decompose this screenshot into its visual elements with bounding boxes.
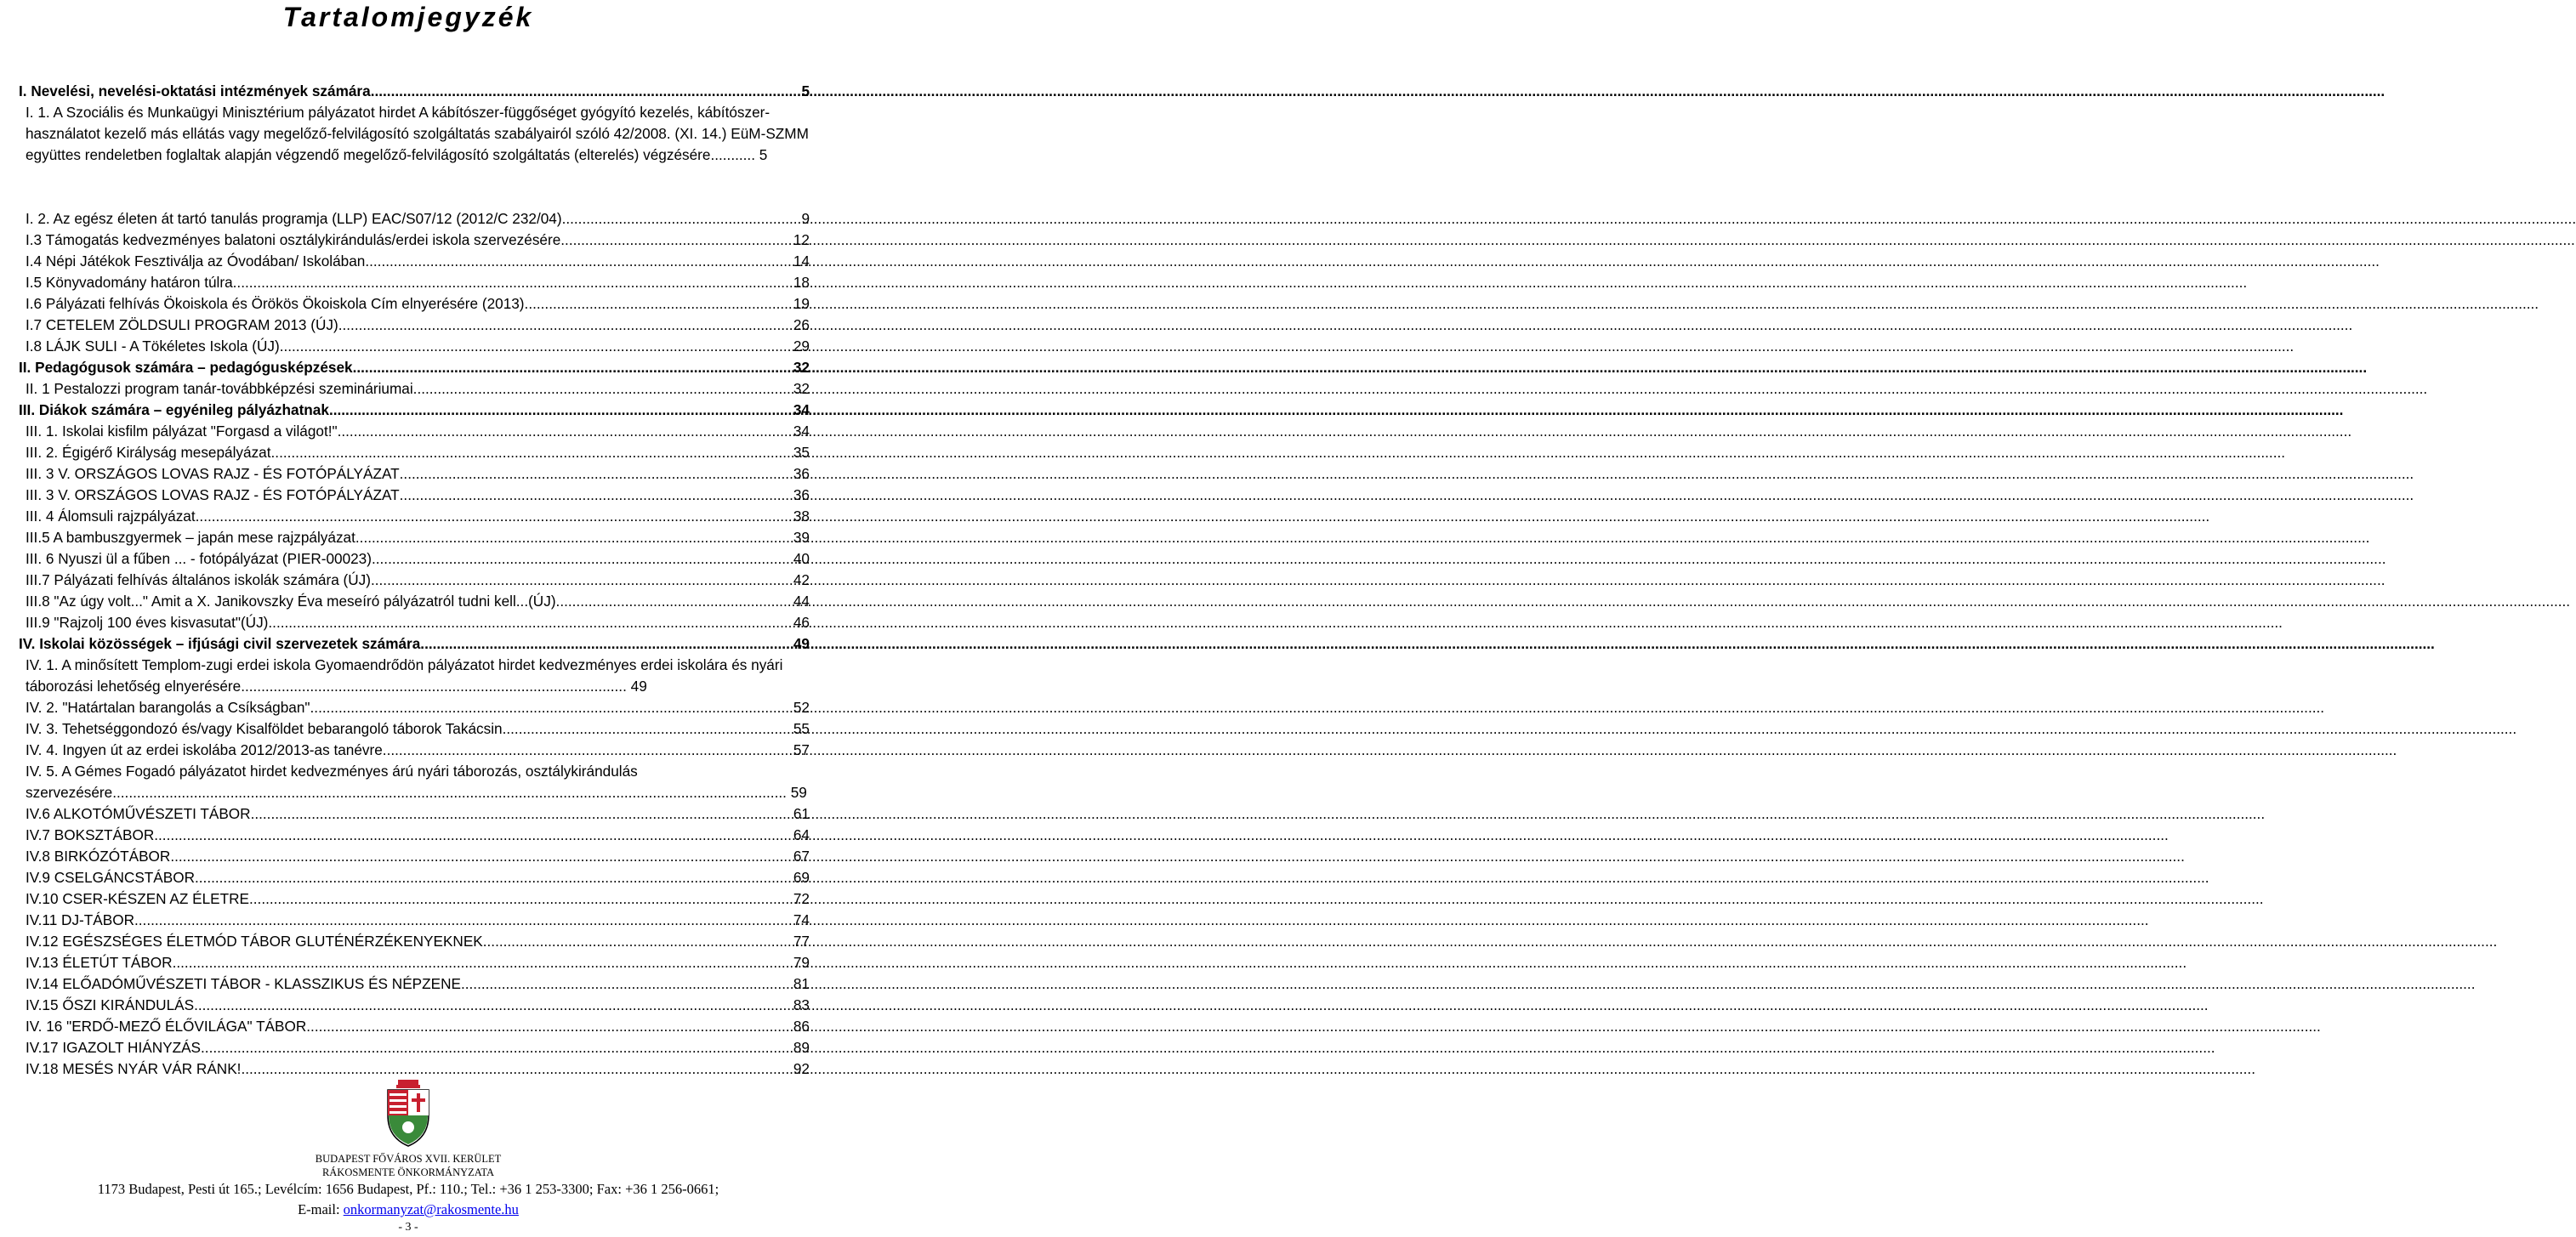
toc-entry-title: III. 1. Iskolai kisfilm pályázat "Forgasd a világot!" (26, 423, 338, 440)
toc-entry[interactable] (19, 293, 810, 315)
toc-entry[interactable] (19, 548, 810, 570)
dot-leader (503, 718, 793, 740)
toc-entry[interactable] (19, 740, 810, 761)
dot-leader (355, 527, 793, 548)
email-line (0, 1200, 816, 1220)
dot-leader (560, 230, 793, 251)
toc-entry-title: III.7 Pályázati felhívás általános iskolák számára (ÚJ) (26, 571, 371, 588)
toc-entry-text: I. 1. A Szociális és Munkaügyi Minisztérium pályázatot hirdet A kábítószer-függőséget gyógyító kezelés, kábítószer-használatot kezelő más ellátás vagy megelőző-felvilágosító szolgáltatás szabályairól szóló 42/2008. (XI. 14.) EüM-SZMM együttes rendeletben foglaltak alapján végzendő megelőző-felvilágosító szolgáltatás (elterelés) végzésére (26, 104, 809, 163)
toc-entry-title: III. 6 Nyuszi ül a fűben ... - fotópályázat (PIER-00023) (26, 550, 372, 567)
toc-entry-title: IV.13 ÉLETÚT TÁBOR (26, 954, 173, 971)
toc-entry-title: III.8 "Az úgy volt..." Amit a X. Janikovszky Éva meseíró pályázatról tudni kell...(ÚJ) (26, 593, 556, 610)
toc-entry-title: I.5 Könyvadomány határon túlra (26, 274, 233, 291)
dot-leader (310, 697, 793, 718)
toc-entry-page: 35 (793, 444, 810, 461)
dot-leader (400, 485, 793, 506)
email-label: E-mail: (298, 1201, 340, 1217)
toc-entry-page: 72 (793, 890, 810, 907)
toc-entry-page: 34 (793, 423, 810, 440)
toc-entry[interactable] (19, 527, 810, 548)
toc-entry-text: IV. 1. A minősített Templom-zugi erdei iskola Gyomaendrődön pályázatot hirdet kedvezményes erdei iskolára és nyári táborozási lehetőség elnyerésére (26, 656, 783, 695)
dot-leader (338, 315, 793, 336)
toc-entry-title (26, 102, 810, 166)
toc-entry-title: I.7 CETELEM ZÖLDSULI PROGRAM 2013 (ÚJ) (26, 316, 338, 333)
toc-entry-title: IV.14 ELŐADÓMŰVÉSZETI TÁBOR - KLASSZIKUS ÉS NÉPZENE (26, 975, 461, 992)
dot-leader (353, 357, 793, 378)
email-link[interactable]: onkormanyzat@rakosmente.hu (343, 1201, 519, 1217)
toc-entry[interactable] (19, 1037, 810, 1058)
dot-leader: ...................................................................................................................................................................... (112, 784, 787, 801)
toc-entry-title: III. 2. Égigérő Királyság mesepályázat (26, 444, 271, 461)
toc-entry-title: III.5 A bambuszgyermek – japán mese rajzpályázat (26, 529, 355, 546)
dot-leader (383, 740, 793, 761)
toc-entry-page: 5 (801, 82, 810, 99)
toc-entry[interactable] (19, 102, 810, 208)
toc-entry-title: I.6 Pályázati felhívás Ökoiskola és Örökös Ökoiskola Cím elnyerésére (2013) (26, 295, 525, 312)
dot-leader (413, 378, 793, 400)
dot-leader (400, 463, 793, 485)
dot-leader (420, 633, 793, 655)
dot-leader: ........... (710, 146, 755, 163)
toc-entry-page: 55 (793, 720, 810, 737)
toc-entry[interactable] (19, 612, 810, 633)
toc-entry[interactable] (19, 633, 810, 655)
toc-entry-title: I.8 LÁJK SULI - A Tökéletes Iskola (ÚJ) (26, 338, 280, 355)
toc-entry[interactable] (19, 888, 810, 910)
dot-leader (329, 400, 793, 421)
dot-leader (562, 208, 801, 230)
toc-entry-page: 81 (793, 975, 810, 992)
toc-entry-page: 9 (801, 210, 810, 227)
toc-entry-page: 36 (793, 486, 810, 503)
toc-entry-page: 38 (793, 508, 810, 525)
toc-entry-page: 49 (630, 678, 647, 695)
toc-entry[interactable] (19, 336, 810, 357)
office-line-2: RÁKOSMENTE ÖNKORMÁNYZATA (321, 1166, 495, 1178)
dot-leader (241, 1058, 792, 1080)
toc-entry-title: IV. 3. Tehetséggondozó és/vagy Kisalföldet bebarangoló táborok Takácsin (26, 720, 503, 737)
toc-entry-page: 12 (793, 231, 810, 248)
dot-leader (306, 1016, 793, 1037)
toc-entry-page: 61 (793, 805, 810, 822)
dot-leader (483, 931, 793, 952)
toc-entry-title (26, 761, 810, 803)
toc-entry-page: 64 (793, 826, 810, 843)
dot-leader (201, 1037, 793, 1058)
toc-entry-page: 67 (793, 848, 810, 865)
toc-entry-page: 39 (793, 529, 810, 546)
toc-entry-title: IV. 4. Ingyen út az erdei iskolába 2012/2013-as tanévre (26, 741, 383, 758)
toc-entry-page: 52 (793, 699, 810, 716)
toc-entry-title: IV. Iskolai közösségek – ifjúsági civil szervezetek számára (19, 635, 421, 652)
toc-entry-page: 49 (793, 635, 810, 652)
address-line: 1173 Budapest, Pesti út 165.; Levélcím: 1656 Budapest, Pf.: 110.; Tel.: +36 1 253-3300; Fax: +36 1 256-0661; (97, 1181, 719, 1197)
dot-leader (338, 421, 793, 442)
page-number: - 3 - (398, 1221, 418, 1234)
toc-entry-title: I.4 Népi Játékok Fesztiválja az Óvodában/ Iskolában (26, 253, 366, 270)
dot-leader (461, 973, 793, 995)
toc-entry-page: 18 (793, 274, 810, 291)
toc-entry-title: I.3 Támogatás kedvezményes balatoni osztálykirándulás/erdei iskola szervezésére (26, 231, 561, 248)
toc-entry-page: 79 (793, 954, 810, 971)
toc-entry-page: 77 (793, 933, 810, 950)
toc-entry[interactable] (19, 910, 810, 931)
toc-entry-page: 89 (793, 1039, 810, 1056)
toc-entry-title (26, 655, 810, 697)
toc-entry-page: 29 (793, 338, 810, 355)
toc-entry[interactable] (19, 357, 810, 378)
dot-leader (249, 888, 793, 910)
toc-entry[interactable] (19, 1016, 810, 1037)
toc-entry-page: 46 (793, 614, 810, 631)
toc-entry[interactable] (19, 718, 810, 740)
dot-leader (268, 612, 792, 633)
toc-entry-title: I. 2. Az egész életen át tartó tanulás programja (LLP) EAC/S07/12 (2012/C 232/04) (26, 210, 562, 227)
office-line-1: BUDAPEST FŐVÁROS XVII. KERÜLET (315, 1153, 502, 1165)
toc-entry-title: I. Nevelési, nevelési-oktatási intézmények számára (19, 82, 371, 99)
toc-entry-page: 19 (793, 295, 810, 312)
toc-entry[interactable] (19, 761, 810, 803)
toc-entry-title: IV.6 ALKOTÓMŰVÉSZETI TÁBOR (26, 805, 251, 822)
toc-entry[interactable] (19, 570, 810, 591)
toc-entry-title: III.9 "Rajzolj 100 éves kisvasutat"(ÚJ) (26, 614, 269, 631)
toc-entry-page: 5 (759, 146, 768, 163)
toc-entry[interactable] (19, 591, 810, 612)
office-name (0, 1152, 816, 1179)
dot-leader (371, 81, 801, 102)
toc-entry-title: III. 4 Álomsuli rajzpályázat (26, 508, 196, 525)
footer-address (0, 1179, 816, 1220)
dot-leader (372, 548, 793, 570)
toc-entry-page: 86 (793, 1018, 810, 1035)
dot-leader (173, 952, 793, 973)
toc-entry-title: IV. 16 "ERDŐ-MEZŐ ÉLŐVILÁGA" TÁBOR (26, 1018, 307, 1035)
toc-entry-title: II. Pedagógusok számára – pedagógusképzések (19, 359, 353, 376)
toc-entry[interactable] (19, 272, 810, 293)
dot-leader (271, 442, 793, 463)
toc-entry[interactable] (19, 315, 810, 336)
toc-entry[interactable] (19, 81, 810, 102)
toc-entry-title: IV.17 IGAZOLT HIÁNYZÁS (26, 1039, 202, 1056)
toc-entry-title: IV.18 MESÉS NYÁR VÁR RÁNK! (26, 1060, 242, 1077)
dot-leader (251, 803, 793, 825)
toc-entry-page: 32 (793, 359, 810, 376)
document-title: Tartalomjegyzék (282, 2, 534, 32)
toc-entry-title: IV.8 BIRKÓZÓTÁBOR (26, 848, 171, 865)
toc-entry[interactable] (19, 697, 810, 718)
dot-leader: ............................................................................................... (241, 678, 627, 695)
dot-leader (280, 336, 793, 357)
toc-entry-title: IV.15 ŐSZI KIRÁNDULÁS (26, 996, 195, 1013)
toc-entry-title: IV. 2. "Határtalan barangolás a Csíkságban" (26, 699, 310, 716)
toc-entry[interactable] (19, 1058, 810, 1080)
toc-entry[interactable] (19, 846, 810, 867)
toc-entry-page: 14 (793, 253, 810, 270)
dot-leader (194, 995, 793, 1016)
toc-entry-title: III. 3 V. ORSZÁGOS LOVAS RAJZ - ÉS FOTÓPÁLYÁZAT (26, 465, 400, 482)
toc-entry[interactable] (19, 506, 810, 527)
toc-entry-page: 92 (793, 1060, 810, 1077)
coat-of-arms-icon (372, 1078, 444, 1149)
toc-entry-page: 36 (793, 465, 810, 482)
table-of-contents (19, 81, 810, 1080)
toc-entry[interactable] (19, 973, 810, 995)
toc-entry-title: II. 1 Pestalozzi program tanár-továbbképzési szemináriumai (26, 380, 413, 397)
dot-leader (196, 506, 793, 527)
toc-entry-page: 44 (793, 593, 810, 610)
toc-entry-page: 57 (793, 741, 810, 758)
toc-entry[interactable] (19, 400, 810, 421)
toc-entry-page: 42 (793, 571, 810, 588)
toc-entry-page: 74 (793, 911, 810, 928)
toc-entry[interactable] (19, 931, 810, 952)
toc-entry-page: 26 (793, 316, 810, 333)
toc-entry-page: 69 (793, 869, 810, 886)
toc-entry-title: IV.9 CSELGÁNCSTÁBOR (26, 869, 195, 886)
toc-entry[interactable] (19, 230, 810, 251)
dot-leader (134, 910, 793, 931)
dot-leader (154, 825, 793, 846)
toc-entry-title: IV.11 DJ-TÁBOR (26, 911, 134, 928)
toc-entry[interactable] (19, 995, 810, 1016)
toc-entry-page: 34 (793, 401, 810, 418)
toc-entry-text: IV. 5. A Gémes Fogadó pályázatot hirdet kedvezményes árú nyári táborozás, osztálykirándulás szervezésére (26, 763, 638, 801)
dot-leader (170, 846, 793, 867)
dot-leader (525, 293, 793, 315)
toc-entry-page: 83 (793, 996, 810, 1013)
toc-entry-page: 59 (790, 784, 807, 801)
dot-leader (365, 251, 793, 272)
toc-entry[interactable] (19, 378, 810, 400)
toc-entry-page: 32 (793, 380, 810, 397)
toc-entry[interactable] (19, 825, 810, 846)
toc-entry[interactable] (19, 655, 810, 697)
toc-entry-title: III. 3 V. ORSZÁGOS LOVAS RAJZ - ÉS FOTÓPÁLYÁZAT (26, 486, 400, 503)
toc-entry[interactable] (19, 421, 810, 442)
toc-entry-title: IV.12 EGÉSZSÉGES ÉLETMÓD TÁBOR GLUTÉNÉRZÉKENYEKNEK (26, 933, 483, 950)
toc-entry[interactable] (19, 442, 810, 463)
dot-leader (233, 272, 793, 293)
toc-entry-title: III. Diákok számára – egyénileg pályázhatnak (19, 401, 329, 418)
dot-leader (371, 570, 793, 591)
toc-entry-page: 40 (793, 550, 810, 567)
dot-leader (195, 867, 793, 888)
toc-entry[interactable] (19, 803, 810, 825)
toc-entry[interactable] (19, 208, 810, 230)
toc-entry[interactable] (19, 463, 810, 485)
toc-entry-title: IV.10 CSER-KÉSZEN AZ ÉLETRE (26, 890, 249, 907)
toc-entry[interactable] (19, 952, 810, 973)
toc-entry[interactable] (19, 485, 810, 506)
toc-entry-title: IV.7 BOKSZTÁBOR (26, 826, 155, 843)
toc-entry[interactable] (19, 867, 810, 888)
dot-leader (556, 591, 793, 612)
toc-entry[interactable] (19, 251, 810, 272)
